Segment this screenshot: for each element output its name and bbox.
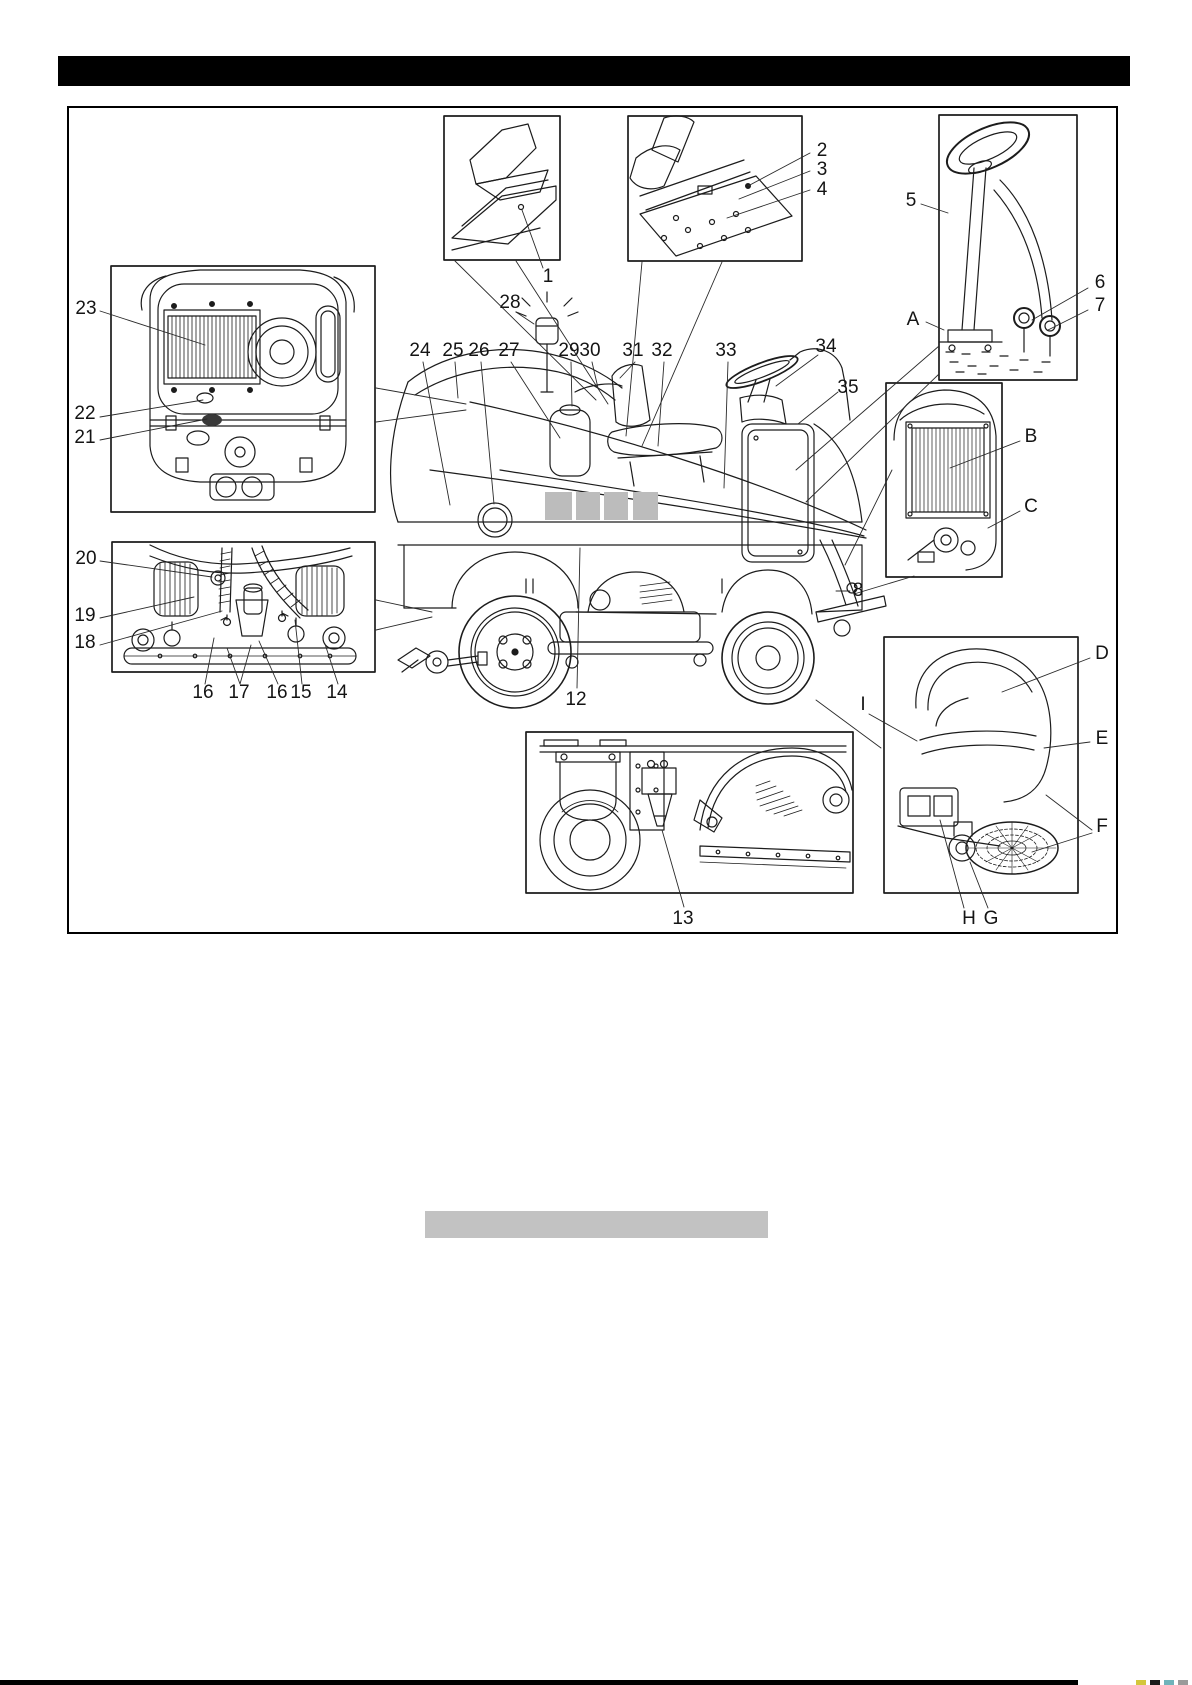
callout-29: 29 — [558, 340, 580, 361]
print-mark — [1150, 1680, 1160, 1685]
callout-27: 27 — [498, 340, 520, 361]
callout-18: 18 — [74, 632, 96, 653]
callout-16: 16 — [192, 682, 214, 703]
callout-6: 6 — [1094, 272, 1106, 293]
callout-A: A — [906, 309, 920, 330]
callout-1: 1 — [542, 266, 554, 287]
callout-4: 4 — [816, 179, 828, 200]
print-mark — [1136, 1680, 1146, 1685]
callout-3: 3 — [816, 159, 828, 180]
callout-13: 13 — [672, 908, 694, 929]
callout-H: H — [962, 908, 976, 929]
callout-F: F — [1096, 816, 1108, 837]
callout-2: 2 — [816, 140, 828, 161]
callout-G: G — [983, 908, 999, 929]
callout-I: I — [860, 694, 866, 715]
footer-bar — [0, 1680, 1078, 1685]
print-mark — [1178, 1680, 1188, 1685]
callout-12: 12 — [565, 689, 587, 710]
callout-23: 23 — [75, 298, 97, 319]
callout-20: 20 — [75, 548, 97, 569]
callout-31: 31 — [622, 340, 644, 361]
callout-22: 22 — [74, 403, 96, 424]
callout-19: 19 — [74, 605, 96, 626]
callout-34: 34 — [815, 336, 837, 357]
callout-28: 28 — [499, 292, 521, 313]
print-mark — [1164, 1680, 1174, 1685]
callout-5: 5 — [905, 190, 917, 211]
callout-C: C — [1024, 496, 1038, 517]
callout-16: 16 — [266, 682, 288, 703]
callout-35: 35 — [837, 377, 859, 398]
callout-15: 15 — [290, 682, 312, 703]
callout-26: 26 — [468, 340, 490, 361]
callout-B: B — [1024, 426, 1038, 447]
callout-25: 25 — [442, 340, 464, 361]
callout-17: 17 — [228, 682, 250, 703]
callout-30: 30 — [579, 340, 601, 361]
callout-8: 8 — [852, 580, 864, 601]
callout-7: 7 — [1094, 295, 1106, 316]
callout-E: E — [1095, 728, 1109, 749]
print-marks — [1136, 1680, 1188, 1685]
callout-32: 32 — [651, 340, 673, 361]
content-placeholder-bar — [425, 1211, 768, 1238]
callout-33: 33 — [715, 340, 737, 361]
callout-21: 21 — [74, 427, 96, 448]
callout-D: D — [1095, 643, 1109, 664]
callout-14: 14 — [326, 682, 348, 703]
callout-24: 24 — [409, 340, 431, 361]
